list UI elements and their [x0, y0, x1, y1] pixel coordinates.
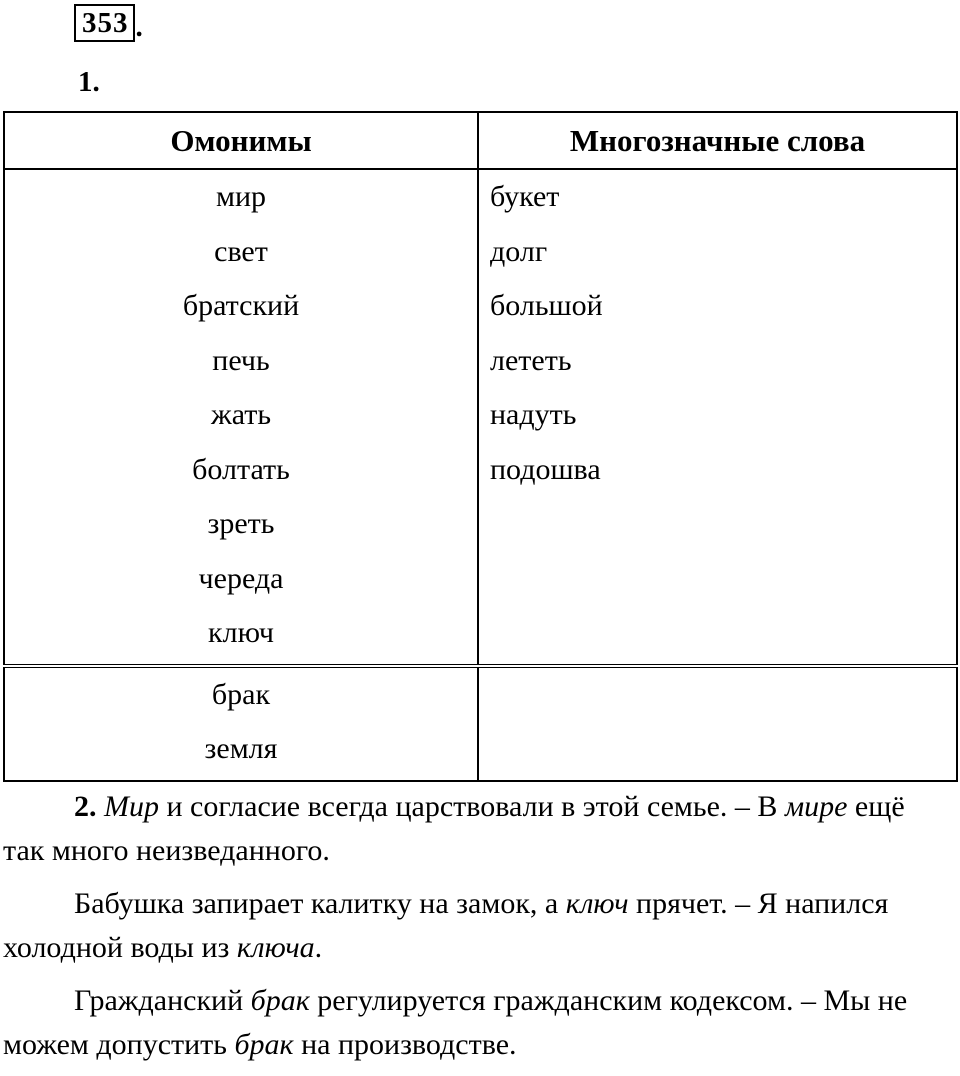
homonyms-list: [5, 170, 477, 661]
list-item: череда: [198, 561, 284, 595]
table-row-main: [4, 169, 957, 666]
part2-label: 2.: [74, 790, 97, 823]
table-header-row: [4, 112, 957, 169]
words-table: [3, 111, 958, 782]
list-item: большой: [490, 289, 603, 322]
exercise-number-dot: .: [135, 11, 143, 43]
sentence-text: Гражданский: [74, 984, 251, 1017]
list-item: долг: [490, 234, 548, 268]
list-item: букет: [490, 180, 560, 213]
paragraph-mir: [3, 785, 953, 873]
list-item: свет: [214, 234, 268, 268]
list-item: лететь: [490, 343, 572, 377]
sentence-text: Бабушка запирает калитку на замок, а: [74, 887, 566, 920]
sentence-text: регулируется гражданским кодексом. – Мы не можем допустить: [3, 984, 908, 1061]
header-polysemous: Многозначные слова: [478, 112, 957, 169]
list-item: брак: [211, 677, 271, 711]
emphasized-word: мире: [784, 790, 848, 823]
emphasized-word: ключ: [565, 887, 629, 920]
emphasized-word: брак: [250, 984, 310, 1017]
exercise-number: [74, 4, 143, 42]
list-item: братский: [182, 289, 300, 322]
paragraph-brak: [3, 979, 953, 1067]
table-row-extra: [4, 666, 957, 781]
polysemous-cell: [478, 169, 957, 666]
part1-label: 1.: [78, 66, 100, 98]
list-item: зреть: [207, 507, 275, 540]
list-item: мир: [215, 180, 267, 213]
homonyms-extra-cell: [4, 666, 478, 781]
homonyms-cell: [4, 169, 478, 666]
emphasized-word: ключа: [236, 931, 315, 964]
list-item: земля: [204, 732, 278, 765]
list-item: подошва: [490, 452, 601, 486]
list-item: жать: [210, 398, 272, 431]
sentence-text: ещё так много неизведанного.: [3, 790, 905, 867]
polysemous-list: [479, 170, 956, 497]
sentence-text: на производстве.: [293, 1028, 517, 1061]
list-item: печь: [212, 343, 270, 377]
list-item: ключ: [208, 616, 274, 649]
sentence-text: и согласие всегда царствовали в этой семье. – В: [159, 790, 785, 823]
list-item: надуть: [490, 398, 577, 431]
sentence-text: прячет. – Я напился холодной воды из: [3, 887, 889, 964]
sentence-text: .: [314, 931, 323, 964]
exercise-number-box: 353: [74, 4, 135, 42]
list-item: болтать: [192, 452, 290, 486]
homonyms-extra-list: [5, 668, 477, 777]
polysemous-extra-cell: [478, 666, 957, 781]
emphasized-word: брак: [234, 1028, 294, 1061]
paragraph-kluch: [3, 882, 953, 970]
header-homonyms: Омонимы: [4, 112, 478, 169]
part2-text: [3, 785, 953, 1076]
emphasized-word: Мир: [104, 790, 159, 823]
